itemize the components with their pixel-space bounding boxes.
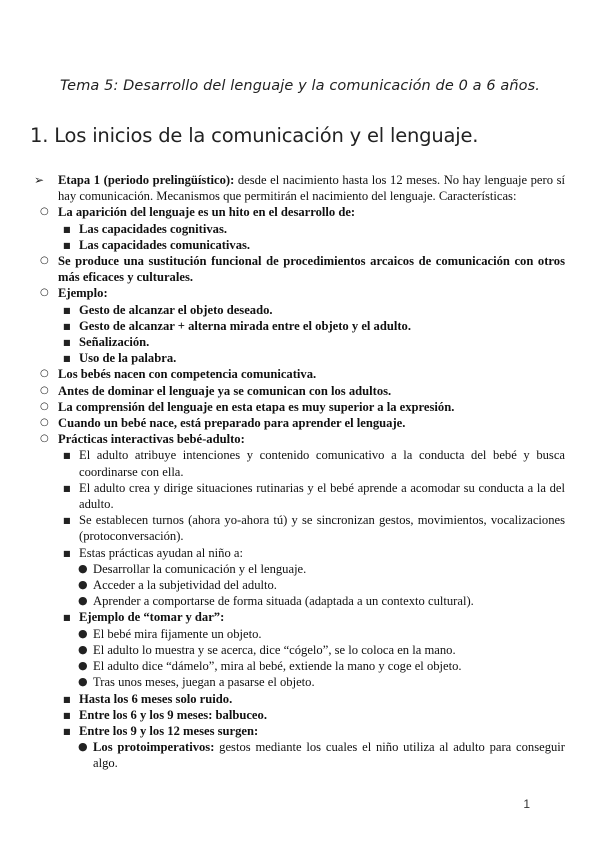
- bullet-icon: ■: [63, 726, 71, 736]
- list-item: [0, 545, 565, 561]
- list-item: [0, 383, 565, 399]
- item-text: Desarrollar la comunicación y el lenguaje.: [93, 561, 307, 576]
- bullet-icon: ●: [78, 675, 88, 689]
- bullet-icon: ○: [40, 433, 49, 445]
- bullet-icon: ■: [63, 224, 71, 234]
- list-item: [0, 334, 565, 350]
- item-bold-text: Antes de dominar el lenguaje ya se comunican con los adultos.: [58, 383, 392, 398]
- bullet-icon: ■: [63, 451, 71, 461]
- list-item: [0, 366, 565, 382]
- list-item: [0, 691, 565, 707]
- bullet-icon: ■: [63, 321, 71, 331]
- bullet-icon: ■: [63, 710, 71, 720]
- item-text: Acceder a la subjetividad del adulto.: [93, 578, 277, 593]
- item-text: gestos mediante los cuales el niño utiliza al adulto para conseguir algo.: [93, 740, 565, 771]
- item-bold-text: Los protoimperativos:: [93, 740, 215, 755]
- list-item: [0, 593, 565, 609]
- list-item: [0, 221, 565, 237]
- bullet-icon: ○: [40, 384, 49, 396]
- page-number: 1: [523, 797, 530, 811]
- item-text: El adulto atribuye intenciones y contenido comunicativo a la conducta del bebé y busca coordinarse con ella.: [79, 448, 565, 479]
- item-bold-text: Las capacidades cognitivas.: [79, 221, 227, 236]
- item-text: El bebé mira fijamente un objeto.: [93, 626, 262, 641]
- item-bold-text: Uso de la palabra.: [79, 351, 177, 366]
- outline-list: [0, 172, 600, 772]
- section-heading: 1. Los inicios de la comunicación y el lenguaje.: [30, 124, 479, 147]
- list-item: [0, 285, 565, 301]
- list-item: [0, 674, 565, 690]
- item-bold-text: Entre los 6 y los 9 meses: balbuceo.: [79, 707, 267, 722]
- bullet-icon: ○: [40, 400, 49, 412]
- list-item: [0, 253, 565, 285]
- item-text: El adulto lo muestra y se acerca, dice “cógelo”, se lo coloca en la mano.: [93, 642, 456, 657]
- bullet-icon: ■: [63, 354, 71, 364]
- list-item: [0, 577, 565, 593]
- list-item: [0, 707, 565, 723]
- bullet-icon: ■: [63, 548, 71, 558]
- item-bold-text: Gesto de alcanzar el objeto deseado.: [79, 302, 273, 317]
- item-bold-text: Entre los 9 y los 12 meses surgen:: [79, 723, 259, 738]
- list-item: [0, 204, 565, 220]
- item-text: Se establecen turnos (ahora yo-ahora tú) y se sincronizan gestos, movimientos, vocalizaciones (protoconversación).: [79, 513, 565, 544]
- bullet-icon: ○: [40, 368, 49, 380]
- item-bold-text: Gesto de alcanzar + alterna mirada entre el objeto y el adulto.: [79, 318, 411, 333]
- item-text: Aprender a comportarse de forma situada (adaptada a un contexto cultural).: [93, 594, 474, 609]
- list-item: [0, 318, 565, 334]
- bullet-icon: ■: [63, 483, 71, 493]
- bullet-icon: ○: [40, 206, 49, 218]
- list-item: [0, 480, 565, 512]
- list-item: [0, 431, 565, 447]
- list-item: [0, 609, 565, 625]
- bullet-icon: ●: [78, 578, 88, 592]
- list-item: [0, 399, 565, 415]
- bullet-icon: ●: [78, 740, 88, 754]
- bullet-icon: ■: [63, 338, 71, 348]
- item-text: Estas prácticas ayudan al niño a:: [79, 545, 244, 560]
- item-bold-text: Etapa 1 (periodo prelingüístico):: [58, 173, 235, 187]
- item-text: El adulto crea y dirige situaciones rutinarias y el bebé aprende a acomodar su conducta a la del adulto.: [79, 480, 565, 512]
- list-item: [0, 626, 565, 642]
- bullet-icon: ■: [63, 694, 71, 704]
- item-bold-text: Señalización.: [79, 335, 150, 350]
- list-item: [0, 302, 565, 318]
- bullet-icon: ●: [78, 561, 88, 575]
- item-bold-text: La aparición del lenguaje es un hito en el desarrollo de:: [58, 205, 356, 220]
- document-title: Tema 5: Desarrollo del lenguaje y la comunicación de 0 a 6 años.: [60, 78, 540, 94]
- list-item: [0, 561, 565, 577]
- bullet-icon: ○: [40, 255, 49, 267]
- item-bold-text: Prácticas interactivas bebé-adulto:: [58, 432, 245, 447]
- item-text: desde el nacimiento hasta los 12 meses. No hay lenguaje pero sí hay comunicación. Mecanismos que permitirán el nacimiento del lenguaje. Características:: [58, 173, 565, 204]
- item-bold-text: La comprensión del lenguaje en esta etapa es muy superior a la expresión.: [58, 399, 455, 414]
- bullet-icon: ➢: [34, 173, 45, 187]
- bullet-icon: ■: [63, 305, 71, 315]
- list-item: [0, 512, 565, 544]
- list-item: [0, 172, 565, 204]
- item-bold-text: Cuando un bebé nace, está preparado para aprender el lenguaje.: [58, 416, 406, 431]
- bullet-icon: ○: [40, 417, 49, 429]
- bullet-icon: ●: [78, 659, 88, 673]
- list-item: [0, 447, 565, 479]
- bullet-icon: ●: [78, 626, 88, 640]
- list-item: [0, 739, 565, 771]
- item-bold-text: Las capacidades comunicativas.: [79, 237, 251, 252]
- item-bold-text: Los bebés nacen con competencia comunicativa.: [58, 367, 317, 382]
- item-bold-text: Ejemplo:: [58, 286, 108, 301]
- item-bold-text: Hasta los 6 meses solo ruido.: [79, 691, 233, 706]
- item-bold-text: Se produce una sustitución funcional de procedimientos arcaicos de comunicación con otros más eficaces y culturales.: [58, 254, 565, 285]
- bullet-icon: ●: [78, 642, 88, 656]
- list-item: [0, 658, 565, 674]
- bullet-icon: ■: [63, 240, 71, 250]
- list-item: [0, 415, 565, 431]
- list-item: [0, 350, 565, 366]
- item-text: Tras unos meses, juegan a pasarse el objeto.: [93, 675, 315, 690]
- item-bold-text: Ejemplo de “tomar y dar”:: [79, 610, 225, 625]
- bullet-icon: ■: [63, 613, 71, 623]
- list-item: [0, 642, 565, 658]
- list-item: [0, 237, 565, 253]
- list-item: [0, 723, 565, 739]
- bullet-icon: ■: [63, 516, 71, 526]
- bullet-icon: ○: [40, 287, 49, 299]
- item-text: El adulto dice “dámelo”, mira al bebé, extiende la mano y coge el objeto.: [93, 659, 462, 674]
- bullet-icon: ●: [78, 594, 88, 608]
